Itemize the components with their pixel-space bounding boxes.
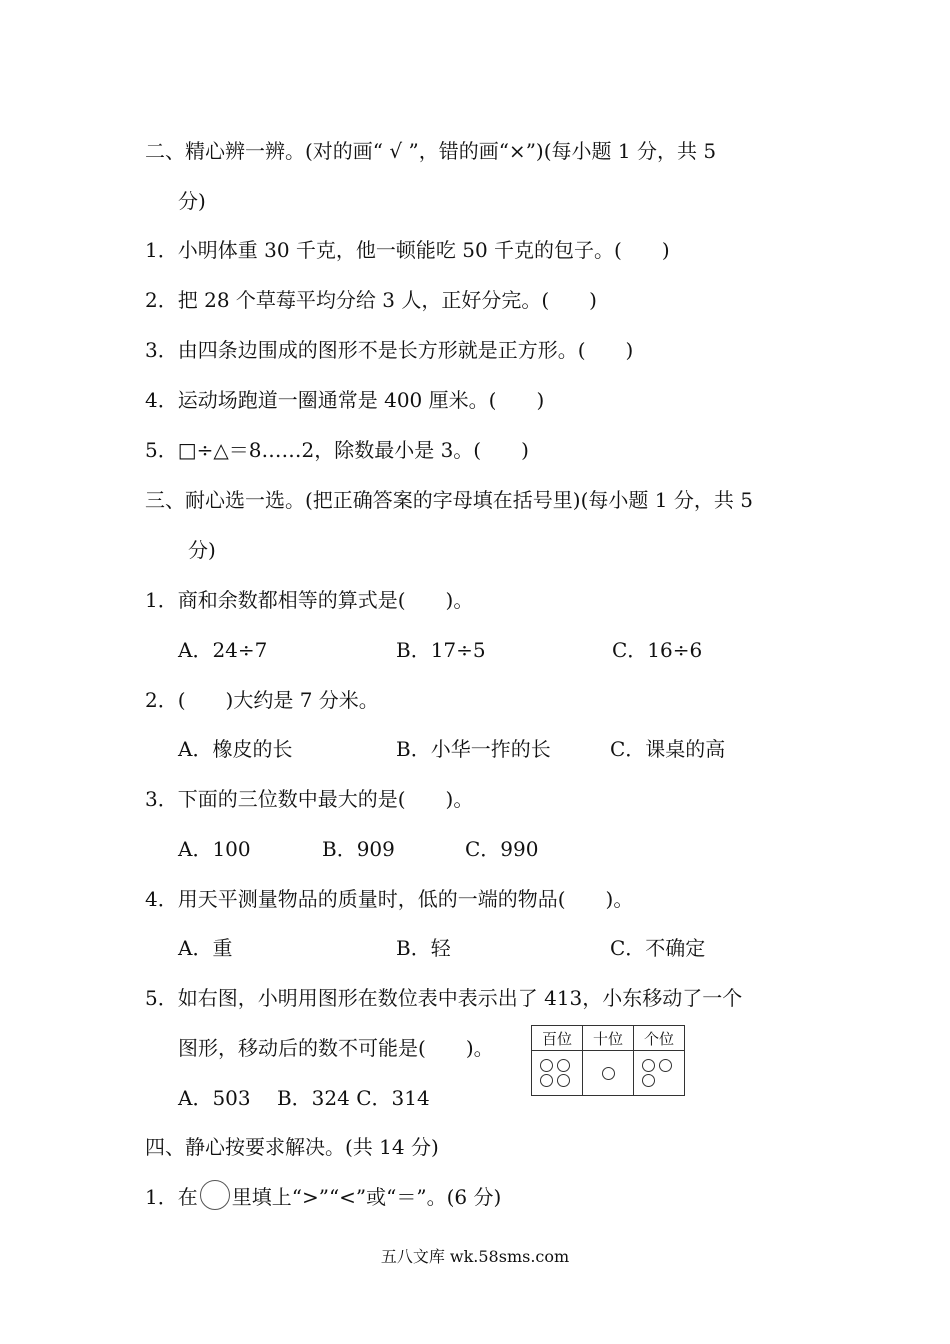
section-2-title: 二、精心辨一辨。(对的画“ √ ”，错的画“×”)(每小题 1 分，共 5	[145, 139, 717, 163]
q2-option-b: B．小华一拃的长	[396, 737, 551, 761]
circle-icon	[602, 1067, 615, 1080]
circle-icon	[540, 1059, 553, 1072]
q3-option-c: C．990	[465, 837, 539, 861]
judge-item-3: 3．由四条边围成的图形不是长方形就是正方形。( )	[145, 338, 634, 362]
q4-option-c: C．不确定	[610, 936, 706, 960]
section-4-title: 四、静心按要求解决。(共 14 分)	[145, 1135, 439, 1159]
judge-item-2: 2．把 28 个草莓平均分给 3 人，正好分完。( )	[145, 288, 597, 312]
q3-option-a: A．100	[178, 837, 251, 861]
section-3-title-cont: 分)	[188, 538, 216, 562]
judge-item-1: 1．小明体重 30 千克，他一顿能吃 50 千克的包子。( )	[145, 238, 670, 262]
tens-cell	[583, 1051, 634, 1096]
footer-watermark: 五八文库 wk.58sms.com	[380, 1247, 570, 1266]
header-tens: 十位	[583, 1026, 634, 1051]
q4-option-a: A．重	[178, 936, 233, 960]
choice-q5: 5．如右图，小明用图形在数位表中表示出了 413，小东移动了一个	[145, 986, 743, 1010]
circle-icon	[540, 1074, 553, 1087]
ones-circles	[634, 1058, 680, 1088]
circle-icon	[557, 1074, 570, 1087]
place-value-table	[531, 1025, 685, 1096]
q1-option-b: B．17÷5	[396, 638, 486, 662]
q2-option-c: C．课桌的高	[610, 737, 726, 761]
tens-circles	[583, 1066, 633, 1081]
choice-q4: 4．用天平测量物品的质量时，低的一端的物品( )。	[145, 887, 634, 911]
solve-q1: 1．在 里填上“>”“<”或“＝”。(6 分)	[145, 1180, 501, 1211]
header-ones: 个位	[634, 1026, 685, 1051]
q1-option-c: C．16÷6	[612, 638, 703, 662]
circle-blank-icon	[200, 1180, 230, 1210]
judge-item-4: 4．运动场跑道一圈通常是 400 厘米。( )	[145, 388, 545, 412]
q4-option-b: B．轻	[396, 936, 451, 960]
choice-q5-cont: 图形，移动后的数不可能是( )。	[178, 1036, 494, 1060]
section-3-title: 三、耐心选一选。(把正确答案的字母填在括号里)(每小题 1 分，共 5	[145, 488, 753, 512]
q5-options: A．503 B．324 C．314	[178, 1086, 430, 1110]
section-2-title-cont: 分)	[178, 189, 206, 213]
q3-option-b: B．909	[322, 837, 395, 861]
circle-icon	[659, 1059, 672, 1072]
judge-item-5: 5．□÷△＝8……2，除数最小是 3。( )	[145, 438, 529, 462]
circle-icon	[642, 1074, 655, 1087]
choice-q1: 1．商和余数都相等的算式是( )。	[145, 588, 474, 612]
choice-q3: 3．下面的三位数中最大的是( )。	[145, 787, 474, 811]
choice-q2: 2．( )大约是 7 分米。	[145, 688, 379, 712]
hundreds-cell	[532, 1051, 583, 1096]
header-hundreds: 百位	[532, 1026, 583, 1051]
q2-option-a: A．橡皮的长	[178, 737, 293, 761]
hundreds-circles	[532, 1058, 578, 1088]
ones-cell	[634, 1051, 685, 1096]
circle-icon	[642, 1059, 655, 1072]
q1-option-a: A．24÷7	[178, 638, 268, 662]
circle-icon	[557, 1059, 570, 1072]
